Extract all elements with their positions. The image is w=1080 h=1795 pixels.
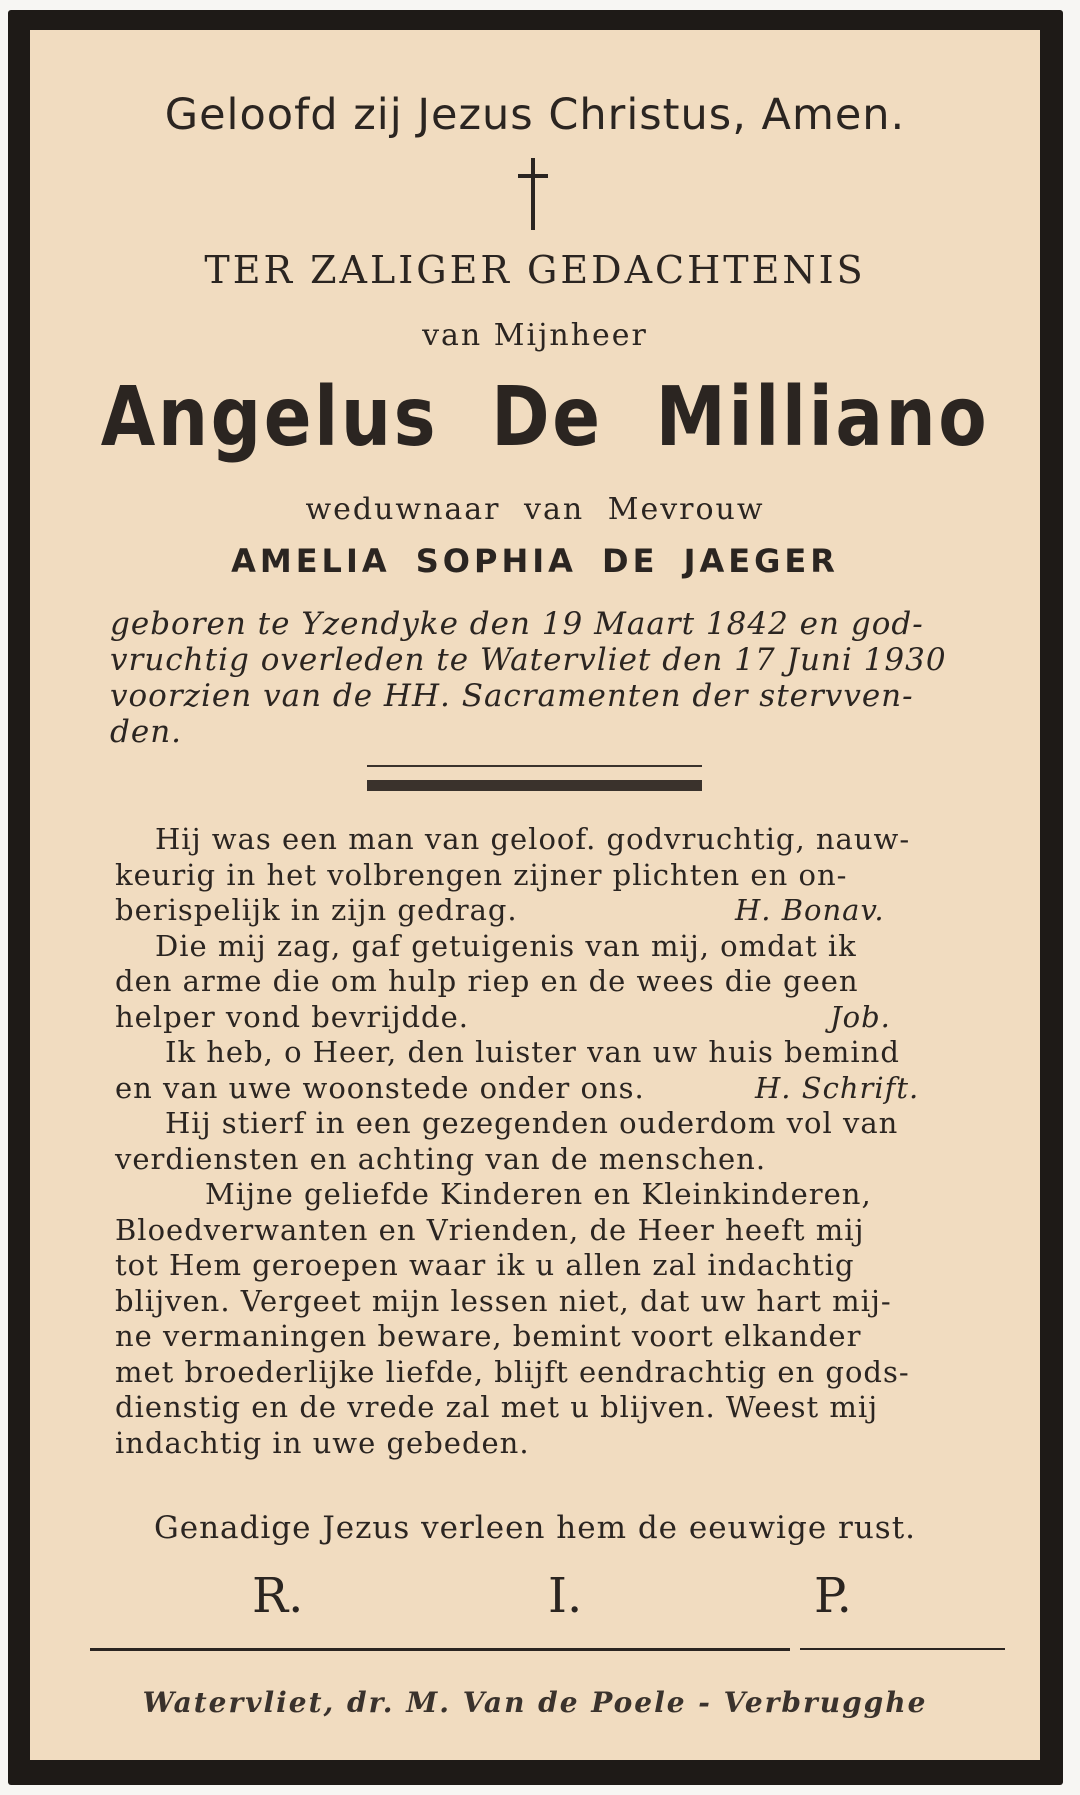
closing-prayer: Genadige Jezus verleen hem de eeuwige rust.: [153, 1510, 917, 1546]
birth-line: geboren te Yzendyke den 19 Maart 1842 en god-: [110, 606, 924, 642]
source-citation: Job.: [830, 999, 891, 1034]
text-line: Mijne geliefde Kinderen en Kleinkinderen,: [205, 1177, 872, 1211]
text-line: indachtig in uwe gebeden.: [115, 1425, 530, 1460]
birth-line: voorzien van de HH. Sacramenten der stervven-: [110, 678, 914, 714]
rip-letter: I.: [548, 1568, 583, 1624]
text-span: helper vond bevrijdde.: [115, 999, 469, 1034]
memorial-card-border: [8, 10, 1063, 1785]
text-line: Hij stierf in een gezegenden ouderdom vol van: [165, 1106, 899, 1140]
source-citation: H. Schrift.: [755, 1070, 920, 1105]
text-line: Die mij zag, gaf getuigenis van mij, omdat ik: [155, 928, 857, 963]
memorial-title: TER ZALIGER GEDACHTENIS: [204, 248, 866, 292]
text-line: tot Hem geroepen waar ik u allen zal indachtig: [115, 1248, 855, 1282]
text-line: [115, 893, 985, 929]
of-sir-line: van Mijnheer: [422, 318, 648, 353]
cross-icon: [518, 158, 548, 230]
text-line: met broederlijke liefde, blijft eendrachtig en gods-: [115, 1354, 910, 1389]
rip-letter: R.: [252, 1568, 304, 1624]
text-line: [115, 1000, 985, 1036]
divider-thick: [367, 780, 702, 791]
bottom-rule: [800, 1648, 1005, 1650]
text-line: Hij was een man van geloof. godvruchtig, nauw-: [155, 822, 911, 856]
birth-line: vruchtig overleden te Watervliet den 17 Juni 1930: [110, 642, 947, 678]
bottom-rule: [90, 1648, 790, 1651]
memorial-text: [115, 822, 985, 1461]
text-span: en van uwe woonstede onder ons.: [115, 1070, 645, 1105]
text-line: [115, 1071, 985, 1107]
text-line: keurig in het volbrengen zijner plichten en on-: [115, 857, 848, 892]
printer-credit: Watervliet, dr. M. Van de Poele - Verbrugghe: [142, 1686, 928, 1719]
divider-thin: [367, 765, 702, 767]
text-line: dienstig en de vrede zal met u blijven. Weest mij: [115, 1390, 879, 1424]
text-line: verdiensten en achting van de menschen.: [115, 1141, 767, 1176]
rip-letter: P.: [814, 1568, 852, 1624]
widower-line: weduwnaar van Mevrouw: [305, 492, 765, 527]
deceased-name: Angelus De Milliano: [100, 370, 990, 465]
text-line: Ik heb, o Heer, den luister van uw huis bemind: [165, 1035, 900, 1069]
birth-line: den.: [110, 714, 183, 750]
memorial-card: [30, 30, 1040, 1760]
text-line: ne vermaningen beware, bemint voort elkander: [115, 1319, 862, 1353]
source-citation: H. Bonav.: [735, 893, 885, 927]
text-line: Bloedverwanten en Vrienden, de Heer heeft mij: [115, 1212, 865, 1247]
header-invocation: Geloofd zij Jezus Christus, Amen.: [164, 90, 906, 140]
birth-death-details: [110, 606, 980, 750]
text-span: berispelijk in zijn gedrag.: [115, 893, 518, 927]
wife-name: AMELIA SOPHIA DE JAEGER: [231, 542, 839, 580]
text-line: blijven. Vergeet mijn lessen niet, dat uw hart mij-: [115, 1283, 892, 1318]
text-line: den arme die om hulp riep en de wees die geen: [115, 964, 859, 998]
